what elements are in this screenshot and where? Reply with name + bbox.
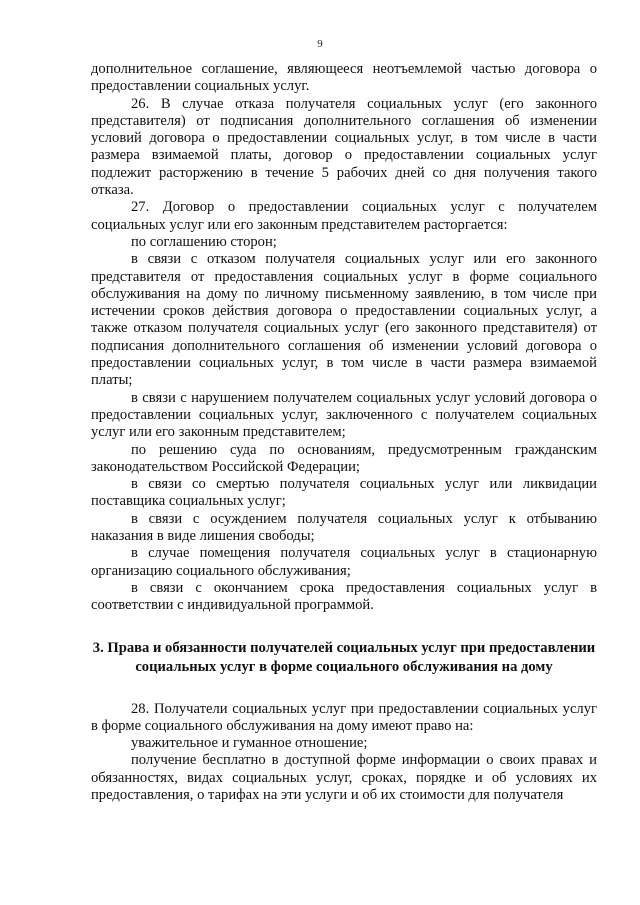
- paragraphs-before-heading: [91, 61, 597, 615]
- paragraph: уважительное и гуманное отношение;: [131, 735, 368, 752]
- paragraphs-after-heading: [91, 701, 597, 805]
- paragraph: в связи с осуждением получателя социальных услуг к отбыванию наказания в виде лишения свободы;: [91, 510, 597, 545]
- paragraph: в случае помещения получателя социальных услуг в стационарную организацию социального обслуживания;: [91, 545, 597, 579]
- section-heading: 3. Права и обязанности получателей социальных услуг при предоставлении социальных услуг в форме социального обслуживания на дому: [92, 639, 596, 675]
- document-body: [91, 61, 597, 804]
- paragraph: дополнительное соглашение, являющееся неотъемлемой частью договора о предоставлении социальных услуг.: [91, 61, 597, 95]
- paragraph: в связи с окончанием срока предоставления социальных услуг в соответствии с индивидуальной программой.: [91, 579, 597, 614]
- paragraph: в связи с нарушением получателем социальных услуг условий договора о предоставлении социальных услуг, заключенного с получателем социальных услуг или его законным представителем;: [91, 389, 597, 441]
- paragraph: в связи с отказом получателя социальных услуг или его законного представителя от предоставления социальных услуг в форме социального обслуживания на дому по личному письменному заявлению, в том числе при истечении сроков действия договора о предоставлении социальных услуг, а также отказом получателя социальных услуг (его законного представителя) от подписания дополнительного соглашения об изменении условий договора о предоставлении социальных услуг, в том числе в части размера взимаемой платы;: [91, 251, 597, 389]
- page-number: 9: [317, 38, 323, 50]
- paragraph: 27. Договор о предоставлении социальных услуг с получателем социальных услуг или его законным представителем расторгается:: [91, 199, 597, 233]
- paragraph: по соглашению сторон;: [131, 233, 277, 250]
- paragraph: по решению суда по основаниям, предусмотренным гражданским законодательством Российской Федерации;: [91, 441, 597, 475]
- paragraph: 26. В случае отказа получателя социальных услуг (его законного представителя) от подписания дополнительного соглашения об изменении условий договора о предоставлении социальных услуг, в том числе в части размера взимаемой платы, договор о предоставлении социальных услуг подлежит расторжению в течение 5 рабочих дней со дня получения такого отказа.: [91, 95, 597, 199]
- paragraph: получение бесплатно в доступной форме информации о своих правах и обязанностях, видах социальных услуг, сроках, порядке и об условиях их предоставления, о тарифах на эти услуги и об их стоимости для получателя: [91, 752, 597, 803]
- paragraph: в связи со смертью получателя социальных услуг или ликвидации поставщика социальных услуг;: [91, 476, 597, 510]
- paragraph: 28. Получатели социальных услуг при предоставлении социальных услуг в форме социального обслуживания на дому имеют право на:: [91, 700, 597, 734]
